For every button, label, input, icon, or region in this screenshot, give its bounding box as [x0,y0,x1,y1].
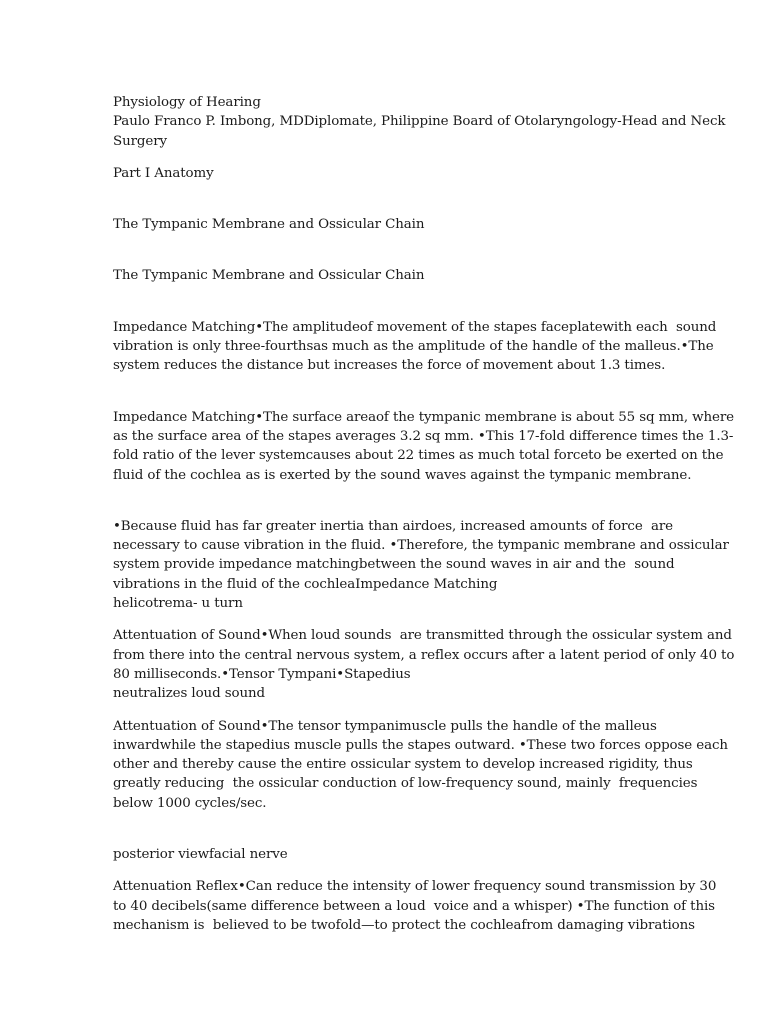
text-line: as the surface area of the stapes averages 3.2 sq mm. •This 17-fold difference times the 1.3- [113,428,734,444]
text-line: inwardwhile the stapedius muscle pulls the stapes outward. •These two forces oppose each [113,737,728,753]
text-line: •Because fluid has far greater inertia than airdoes, increased amounts of force are [113,518,673,534]
section-title: The Tympanic Membrane and Ossicular Chain [113,217,425,233]
text-line: neutralizes loud sound [113,686,265,702]
text-line: 80 milliseconds.•Tensor Tympani•Stapedius [113,666,411,682]
text-line: necessary to cause vibration in the fluid. •Therefore, the tympanic membrane and ossicular [113,538,729,554]
paragraph-impedance-1 [113,318,717,376]
text-line: greatly reducing the ossicular conduction of low-frequency sound, mainly frequencies [113,776,698,792]
text-line: Impedance Matching•The surface areaof the tympanic membrane is about 55 sq mm, where [113,409,734,425]
text-line: to 40 decibels(same difference between a loud voice and a whisper) •The function of this [113,898,715,914]
text-line: fluid of the cochlea as is exerted by the sound waves against the tympanic membrane. [113,467,692,483]
paragraph-reflex [113,877,717,935]
document-title: Physiology of Hearing [113,95,261,110]
text-line: helicotrema- u turn [113,596,243,612]
text-line: from there into the central nervous system, a reflex occurs after a latent period of only 40 to [113,647,735,663]
document-header [113,93,726,151]
paragraph-attenuation-2 [113,717,728,813]
section-title: The Tympanic Membrane and Ossicular Chain [113,268,425,284]
text-line: Attentuation of Sound•The tensor tympanimuscle pulls the handle of the malleus [113,718,657,734]
document-page [113,93,735,935]
section-heading-1 [113,215,658,234]
text-line: vibration is only three-fourthsas much as the amplitude of the handle of the malleus.•The [113,339,714,355]
text-line: system reduces the distance but increases the force of movement about 1.3 times. [113,358,666,374]
paragraph-attenuation-1 [113,626,735,703]
section-part [113,164,658,183]
author-line-cont: Surgery [113,133,167,149]
author-line: Paulo Franco P. Imbong, MDDiplomate, Philippine Board of Otolaryngology-Head and Neck [113,114,726,130]
figure-caption [113,845,658,864]
text-line: system provide impedance matchingbetween the sound waves in air and the sound [113,557,675,573]
paragraph-impedance-3 [113,517,729,613]
caption-text: posterior viewfacial nerve [113,847,288,863]
section-heading-2 [113,266,658,285]
text-line: Attenuation Reflex•Can reduce the intensity of lower frequency sound transmission by 30 [113,879,717,895]
paragraph-impedance-2 [113,408,734,485]
text-line: Attentuation of Sound•When loud sounds are transmitted through the ossicular system and [113,628,732,644]
text-line: fold ratio of the lever systemcauses about 22 times as much total forceto be exerted on the [113,448,724,464]
text-line: mechanism is believed to be twofold—to protect the cochleafrom damaging vibrations [113,917,695,933]
text-line: below 1000 cycles/sec. [113,795,267,811]
part-heading: Part I Anatomy [113,165,214,181]
text-line: vibrations in the fluid of the cochleaImpedance Matching [113,576,498,592]
text-line: Impedance Matching•The amplitudeof movement of the stapes faceplatewith each sound [113,319,717,335]
text-line: other and thereby cause the entire ossicular system to develop increased rigidity, thus [113,757,693,773]
